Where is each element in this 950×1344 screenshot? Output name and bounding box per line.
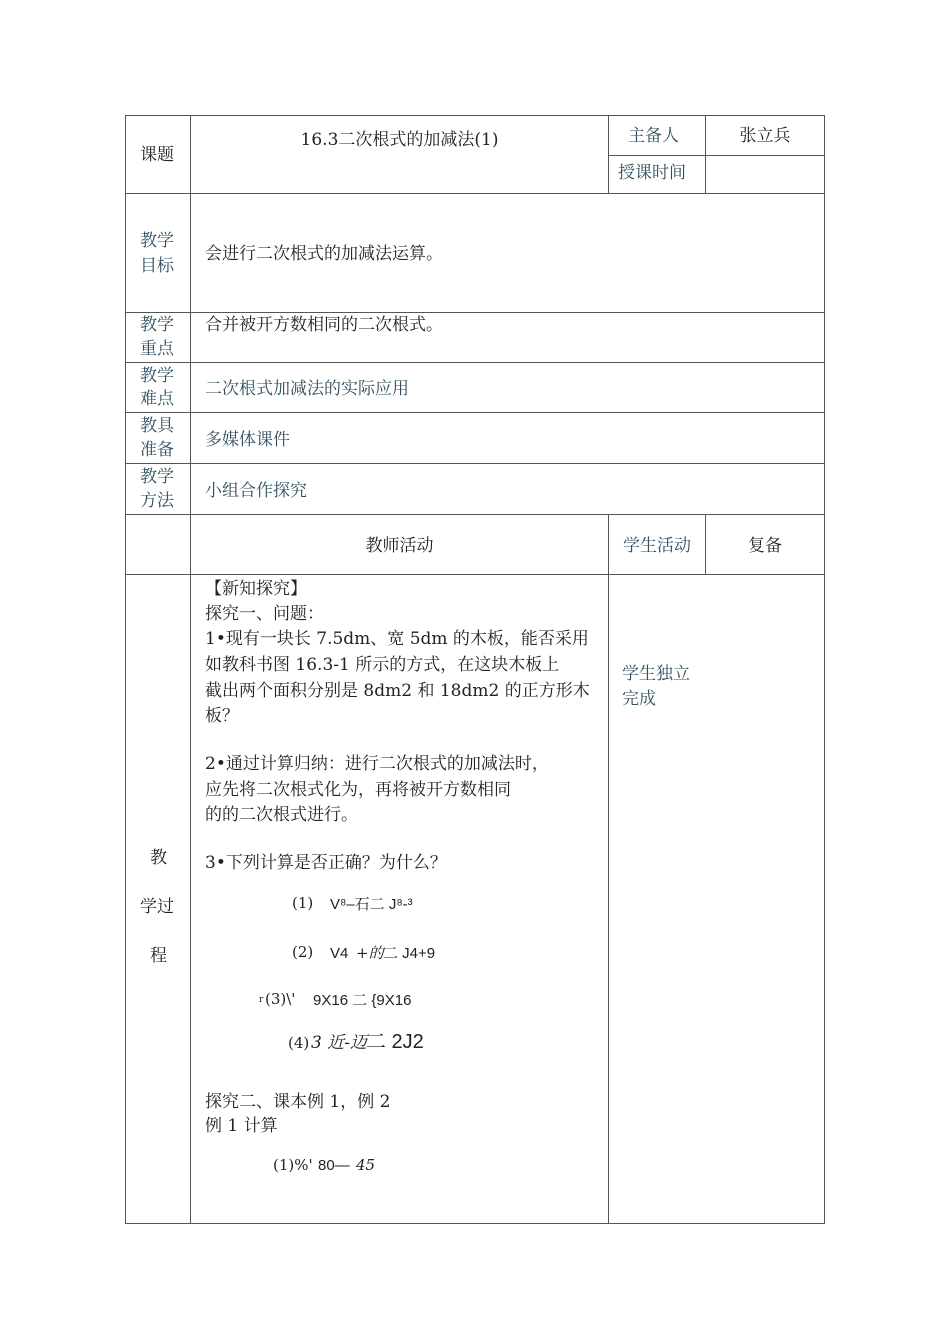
example-expression: 45 xyxy=(356,1156,376,1174)
time-label: 授课时间 xyxy=(618,163,686,183)
label-column-divider xyxy=(190,115,191,1224)
exercise-mark: r xyxy=(259,995,264,1005)
exercise-expression: V⁸–石二 J⁸-³ xyxy=(330,896,413,913)
header-divider xyxy=(608,155,825,156)
method-label: 方法 xyxy=(140,491,174,511)
header-column-divider xyxy=(608,115,609,194)
goal-label: 教学 xyxy=(140,231,174,251)
method-value: 小组合作探究 xyxy=(205,481,307,501)
student-activity-text: 完成 xyxy=(622,689,656,709)
question-one-line: 1•现有一块长 7.5dm、宽 5dm 的木板，能否采用 xyxy=(205,629,589,649)
goal-label: 目标 xyxy=(140,256,174,276)
process-label: 教 xyxy=(150,848,167,868)
tools-label: 准备 xyxy=(140,440,174,460)
method-label: 教学 xyxy=(140,467,174,487)
question-three: 3•下列计算是否正确？为什么？ xyxy=(205,853,447,873)
difficulty-label: 难点 xyxy=(140,389,174,409)
key-point-value: 合并被开方数相同的二次根式。 xyxy=(205,315,443,335)
table-border-bottom xyxy=(125,1223,825,1224)
exercise-expression: 3 近-迈 xyxy=(311,1033,367,1053)
question-two-line: 应先将二次根式化为，再将被开方数相同 xyxy=(205,780,511,800)
topic-value: 16.3二次根式的加减法(1) xyxy=(300,130,499,150)
difficulty-value: 二次根式加减法的实际应用 xyxy=(205,379,409,399)
student-activity-header: 学生活动 xyxy=(623,536,691,556)
exercise-number: (2) xyxy=(292,943,314,961)
preparer-value: 张立兵 xyxy=(739,126,791,146)
exercise-number: (4) xyxy=(288,1034,310,1052)
question-two-line: 的的二次根式进行。 xyxy=(205,805,358,825)
example-one-label: 例 1 计算 xyxy=(205,1116,278,1136)
teacher-activity-header: 教师活动 xyxy=(365,536,434,556)
row-divider xyxy=(125,412,825,413)
difficulty-label: 教学 xyxy=(140,366,174,386)
activity-column-divider xyxy=(608,514,609,1224)
example-expression: 80— xyxy=(318,1157,350,1174)
tools-label: 教具 xyxy=(140,416,174,436)
process-label: 学过 xyxy=(140,897,174,917)
table-border-left xyxy=(125,115,126,1224)
example-number: (1)%' xyxy=(273,1156,313,1174)
question-one-line: 截出两个面积分别是 8dm2 和 18dm2 的正方形木 xyxy=(205,681,590,701)
goal-value: 会进行二次根式的加减法运算。 xyxy=(205,244,443,264)
section-title: 【新知探究】 xyxy=(205,579,307,599)
tools-value: 多媒体课件 xyxy=(205,430,290,450)
table-border-right xyxy=(824,115,825,1224)
explore-one-heading: 探究一、问题： xyxy=(205,604,324,624)
row-divider xyxy=(125,574,825,575)
row-divider xyxy=(125,193,825,194)
exercise-number: (3)\' xyxy=(265,990,296,1008)
question-one-line: 板？ xyxy=(205,706,239,726)
exercise-number: (1) xyxy=(292,894,314,912)
question-one-line: 如教科书图 16.3-1 所示的方式，在这块木板上 xyxy=(205,655,560,675)
question-two-line: 2•通过计算归纳：进行二次根式的加减法时， xyxy=(205,754,549,774)
exercise-expression: 9X16 二 {9X16 xyxy=(313,992,412,1009)
exercise-expression: 二 2J2 xyxy=(366,1031,424,1053)
preparer-label: 主备人 xyxy=(628,126,679,146)
row-divider xyxy=(125,514,825,515)
row-divider xyxy=(125,362,825,363)
process-label: 程 xyxy=(150,946,167,966)
exercise-expression: 二 J4+9 xyxy=(383,945,436,962)
topic-label: 课题 xyxy=(140,145,174,165)
table-border-top xyxy=(125,115,825,116)
student-activity-text: 学生独立 xyxy=(622,664,690,684)
row-divider xyxy=(125,463,825,464)
explore-two-heading: 探究二、课本例 1，例 2 xyxy=(205,1092,391,1112)
key-point-label: 重点 xyxy=(140,339,174,359)
key-point-label: 教学 xyxy=(140,315,174,335)
review-header: 复备 xyxy=(748,536,782,556)
exercise-expression: V4 xyxy=(330,945,349,962)
exercise-expression: +的 xyxy=(356,944,384,962)
